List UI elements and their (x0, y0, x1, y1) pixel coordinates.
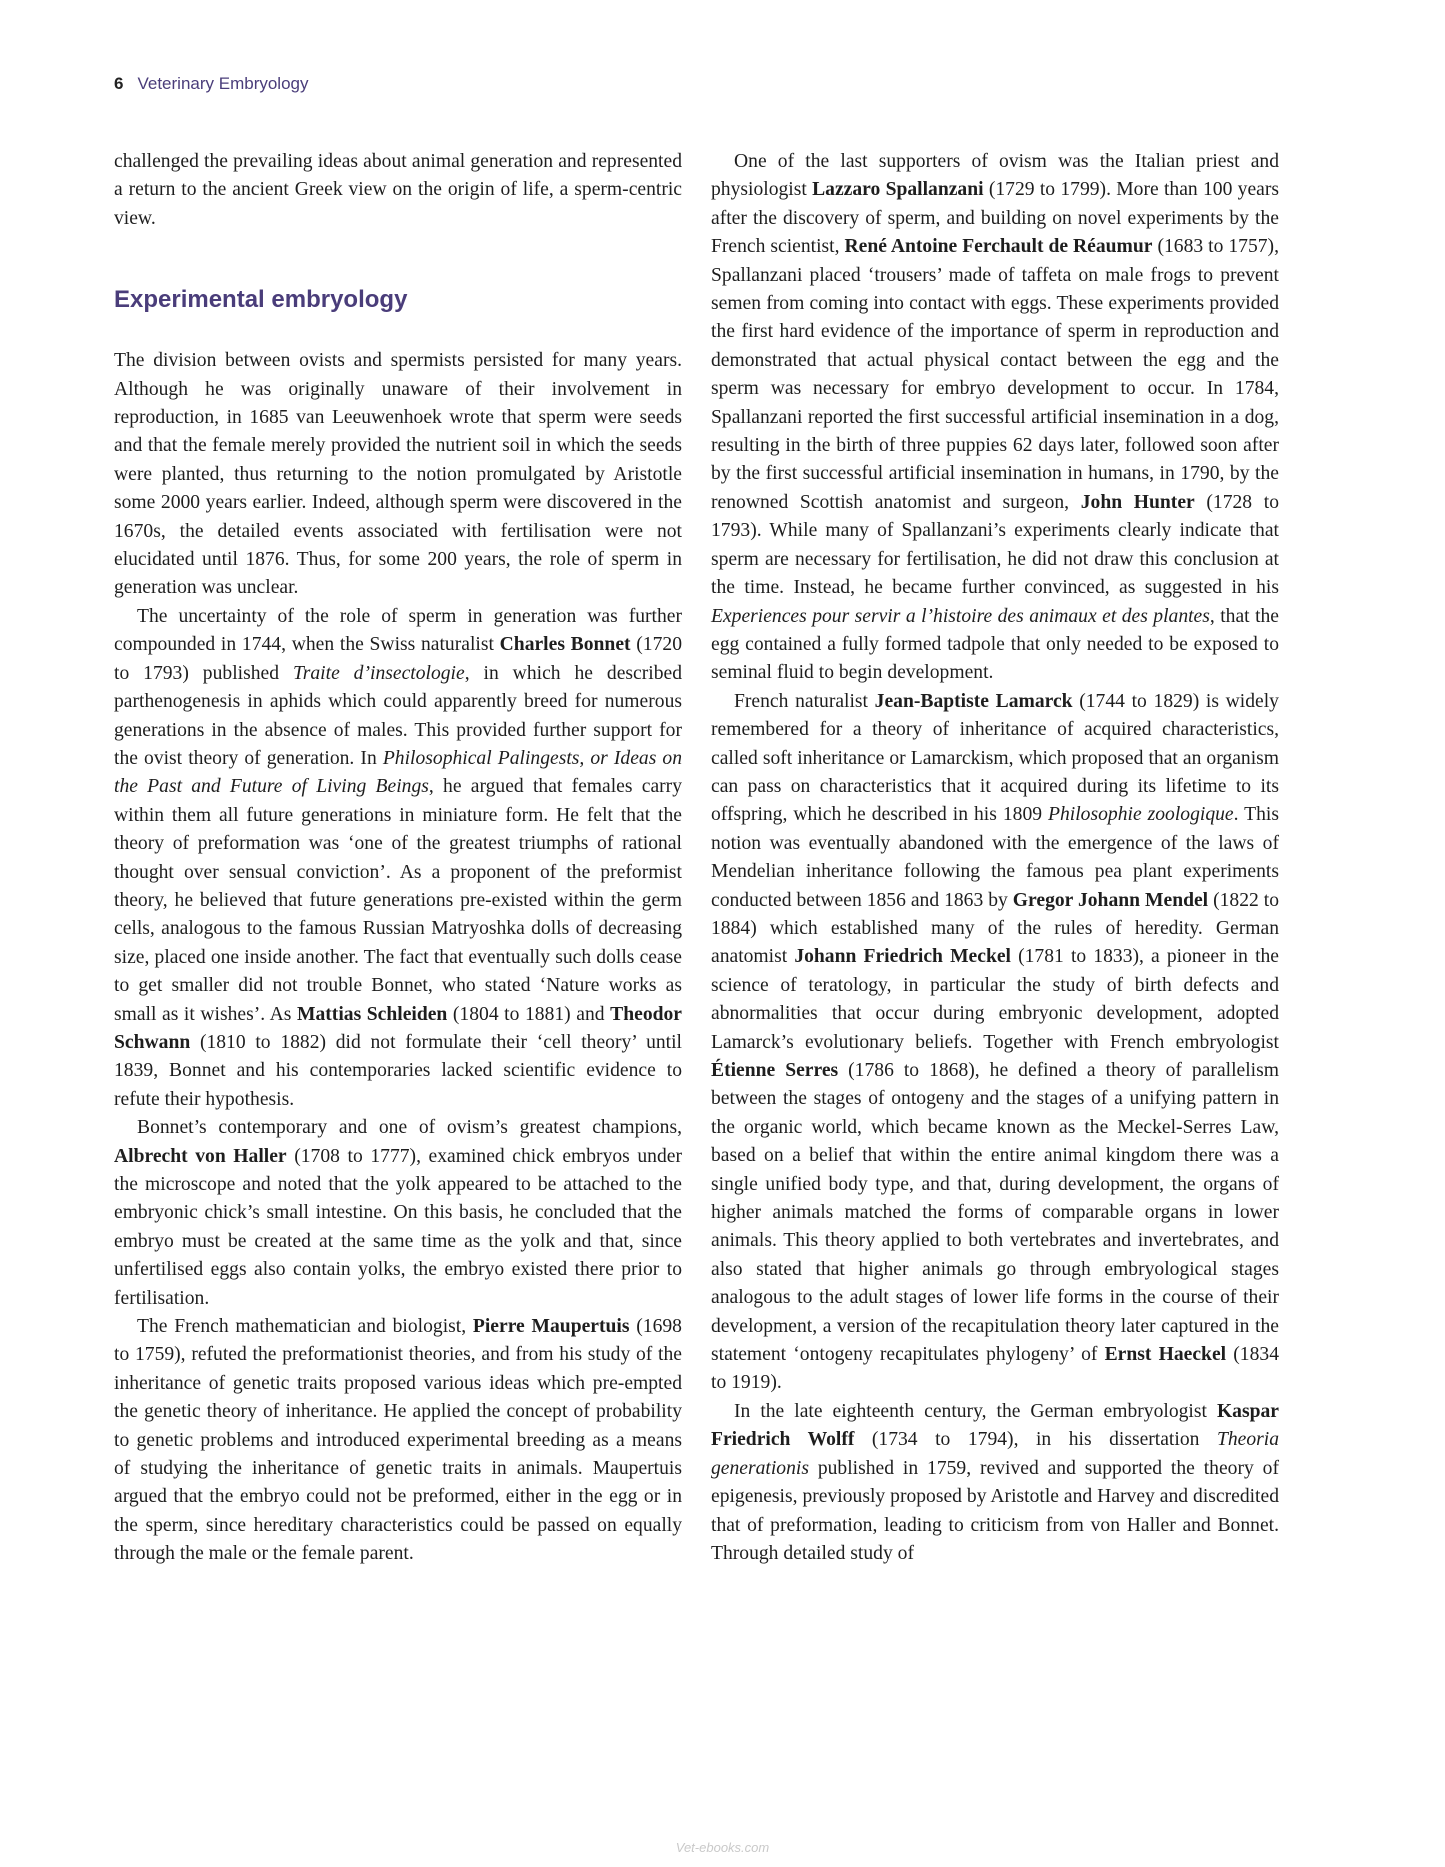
section-heading: Experimental embryology (114, 286, 408, 314)
name-hunter: John Hunter (1080, 491, 1195, 513)
paragraph-bonnet: The uncertainty of the role of sperm in generation was further compounded in 1744, when the Swiss naturalist Charles Bonnet (1720 to 1793) published Traite d’insectologie, in which he described parthenogenesis in aphids which could apparently breed for numerous generations in the absence of males. This provided further support for the ovist theory of generation. In Philosophical Palingests, or Ideas on the Past and Future of Living Beings, he argued that females carry within them all future generations in miniature form. He felt that the theory of preformation was ‘one of the greatest triumphs of rational thought over sensual conviction’. As a proponent of the preformist theory, he believed that future generations pre-existed within the germ cells, analogous to the famous Russian Matryoshka dolls of decreasing size, placed one inside another. The fact that eventually such dolls cease to get smaller did not trouble Bonnet, who stated ‘Nature works as small as it wishes’. As Mattias Schleiden (1804 to 1881) and Theodor Schwann (1810 to 1882) did not formulate their ‘cell theory’ until 1839, Bonnet and his contemporaries lacked scientific evidence to refute their hypothesis. (114, 605, 683, 1110)
title-experiences: Experiences pour servir a l’histoire des animaux et des plantes (711, 605, 1210, 627)
name-charles-bonnet: Charles Bonnet (499, 634, 631, 656)
name-serres: Étienne Serres (711, 1060, 839, 1081)
right-column (711, 148, 1279, 1568)
name-haller: Albrecht von Haller (114, 1145, 287, 1167)
name-spallanzani: Lazzaro Spallanzani (812, 179, 984, 201)
paragraph-spallanzani: One of the last supporters of ovism was the Italian priest and physiologist Lazzaro Spallanzani (1729 to 1799). More than 100 years after the discovery of sperm, and building on novel experiments by the French scientist, René Antoine Ferchault de Réaumur (1683 to 1757), Spallanzani placed ‘trousers’ made of taffeta on male frogs to prevent semen from coming into contact with eggs. These experiments provided the first hard evidence of the importance of sperm in reproduction and demonstrated that actual physical contact between the egg and the sperm was necessary for embryo development to occur. In 1784, Spallanzani reported the first successful artificial insemination in a dog, resulting in the birth of three puppies 62 days later, followed soon after by the first successful artificial insemination in humans, in 1790, by the renowned Scottish anatomist and surgeon, John Hunter (1728 to 1793). While many of Spallanzani’s experiments clearly indicate that sperm are necessary for fertilisation, he did not draw this conclusion at the time. Instead, he became further convinced, as suggested in his Experiences pour servir a l’histoire des animaux et des plantes, that the egg contained a fully formed tadpole that only needed to be exposed to seminal fluid to begin development. (711, 151, 1280, 684)
name-meckel: Johann Friedrich Meckel (794, 946, 1011, 968)
title-traite: Traite d’insectologie (292, 662, 465, 684)
name-mendel: Gregor Johann Mendel (1012, 889, 1209, 911)
paragraph-wolff: In the late eighteenth century, the German embryologist Kaspar Friedrich Wolff (1734 to 1794), in his dissertation Theoria generationis published in 1759, revived and supported the theory of epigenesis, previously proposed by Aristotle and Harvey and discredited that of preformation, leading to criticism from von Haller and Bonnet. Through detailed study of (711, 1400, 1279, 1564)
name-schwann: Theodor Schwann (114, 1003, 683, 1053)
title-theoria: Theoria generationis (711, 1429, 1279, 1479)
name-schleiden: Mattias Schleiden (296, 1003, 448, 1025)
paragraph-ovists-spermists: The division between ovists and spermists persisted for many years. Although he was originally unaware of their involvement in reproduction, in 1685 van Leeuwenhoek wrote that sperm were seeds and that the female merely provided the nutrient soil in which the seeds were planted, thus returning to the notion promulgated by Aristotle some 2000 years earlier. Indeed, although sperm were discovered in the 1670s, the detailed events associated with fertilisation were not elucidated until 1876. Thus, for some 200 years, the role of sperm in generation was unclear. (114, 350, 682, 599)
paragraph-haller: Bonnet’s contemporary and one of ovism’s greatest champions, Albrecht von Haller (1708 to 1777), examined chick embryos under the microscope and noted that the yolk appeared to be attached to the embryonic chick’s small intestine. On this basis, he concluded that the embryo must be created at the same time as the yolk and that, since unfertilised eggs also contain yolks, the embryo existed there prior to fertilisation. (114, 1117, 682, 1309)
title-palingests: Philosophical Palingests, or Ideas on the Past and Future of Living Beings (114, 747, 682, 798)
name-maupertuis: Pierre Maupertuis (472, 1316, 630, 1338)
running-head (114, 74, 309, 94)
title-zoologique: Philosophie zoologique (1048, 804, 1234, 826)
page-number: 6 (114, 74, 124, 93)
paragraph-lamarck: French naturalist Jean-Baptiste Lamarck (1744 to 1829) is widely remembered for a theory of inheritance of acquired characteristics, called soft inheritance or Lamarckism, which proposed that an organism can pass on characteristics that it acquired during its lifetime to its offspring, which he described in his 1809 Philosophie zoologique. This notion was eventually abandoned with the emergence of the laws of Mendelian inheritance following the famous pea plant experiments conducted between 1856 and 1863 by Gregor Johann Mendel (1822 to 1884) which established many of the rules of heredity. German anatomist Johann Friedrich Meckel (1781 to 1833), a pioneer in the science of teratology, in particular the study of birth defects and abnormalities that occur during embryonic development, adopted Lamarck’s evolutionary beliefs. Together with French embryologist Étienne Serres (1786 to 1868), he defined a theory of parallelism between the stages of ontogeny and the stages of a unifying pattern in the organic world, which became known as the Meckel-Serres Law, based on a belief that within the entire animal kingdom there was a single unified body type, and that, during development, the organs of higher animals matched the forms of comparable organs in lower animals. This theory applied to both vertebrates and invertebrates, and also stated that higher animals go through embryological stages analogous to the adult stages of lower life forms in the course of their development, a version of the recapitulation theory later captured in the statement ‘ontogeny recapitulates phylogeny’ of Ernst Haeckel (1834 to 1919). (711, 690, 1280, 1394)
name-lamarck: Jean-Baptiste Lamarck (874, 690, 1073, 712)
name-wolff: Kaspar Friedrich Wolff (711, 1400, 1279, 1451)
name-reaumur: René Antoine Ferchault de Réaumur (844, 236, 1153, 258)
watermark: Vet-ebooks.com (675, 1840, 770, 1855)
paragraph-maupertuis: The French mathematician and biologist, Pierre Maupertuis (1698 to 1759), refuted the preformationist theories, and from his study of the inheritance of genetic traits proposed various ideas which pre-empted the genetic theory of inheritance. He applied the concept of probability to genetic problems and introduced experimental breeding as a means of studying the inheritance of genetic traits in animals. Maupertuis argued that the embryo could not be preformed, either in the egg or in the sperm, since hereditary characteristics could be passed on equally through the male or the female parent. (114, 1316, 682, 1565)
paragraph-continuation: challenged the prevailing ideas about animal generation and represented a return to the ancient Greek view on the origin of life, a sperm-centric view. (114, 151, 682, 229)
name-haeckel: Ernst Haeckel (1104, 1344, 1227, 1366)
left-column (114, 148, 682, 1569)
book-title: Veterinary Embryology (137, 74, 309, 93)
